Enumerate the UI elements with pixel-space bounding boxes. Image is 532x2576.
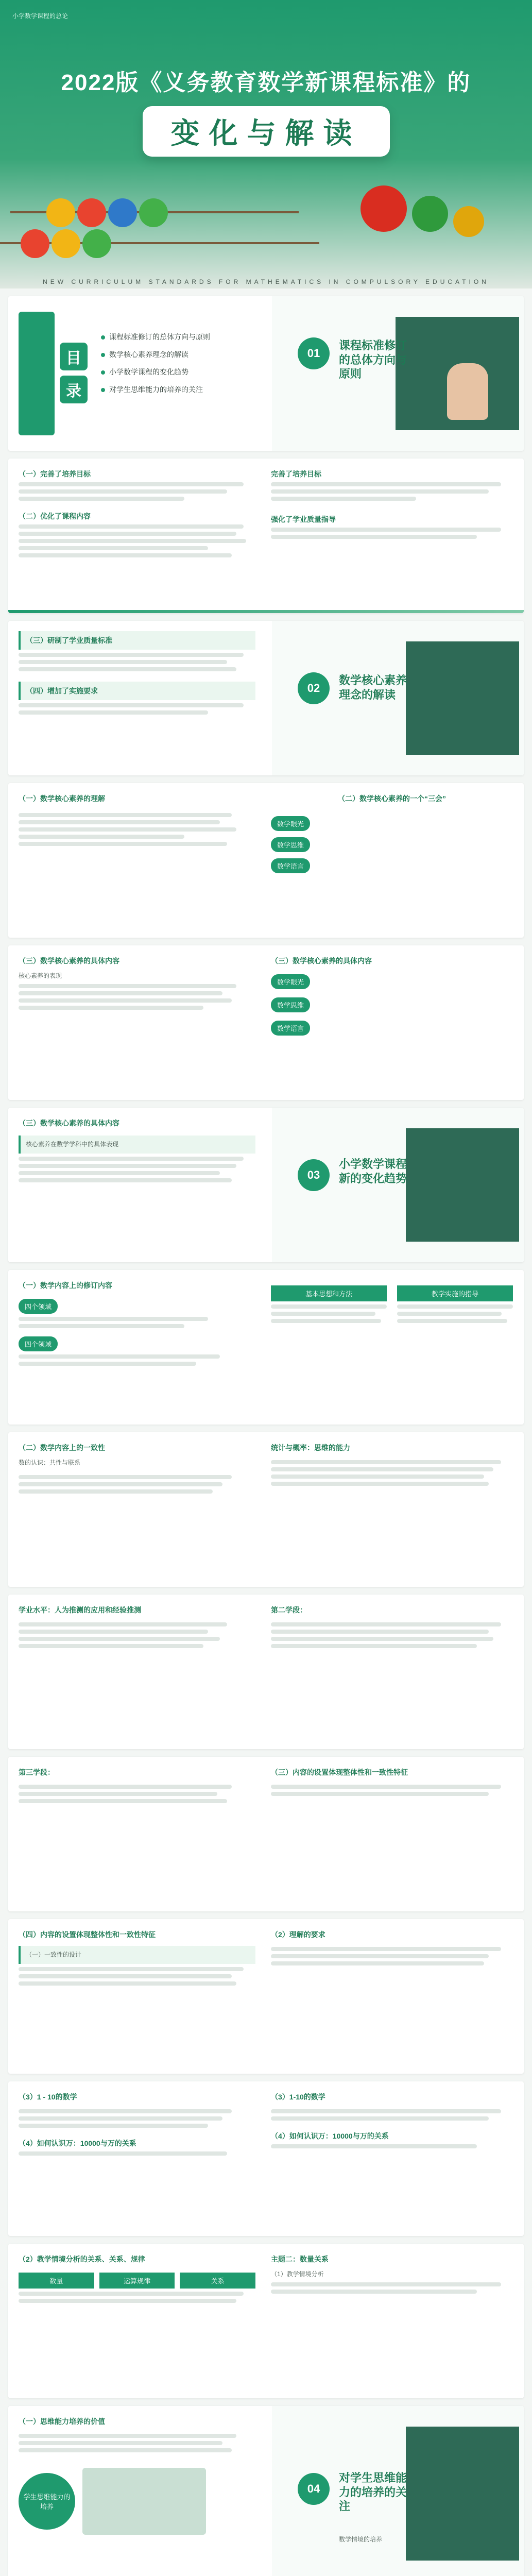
panel bbox=[19, 1136, 255, 1154]
toc-item-1[interactable] bbox=[101, 332, 255, 342]
toc-item-label: 对学生思维能力的培养的关注 bbox=[109, 385, 203, 394]
abacus-bead bbox=[453, 206, 484, 237]
slide-heading: （4）如何认识万：10000与万的关系 bbox=[19, 2139, 136, 2147]
slide-left-col bbox=[19, 793, 255, 849]
panel bbox=[19, 1946, 255, 1964]
slide-heading: 第三学段： bbox=[19, 1768, 55, 1776]
panel bbox=[19, 682, 255, 700]
section-number-badge bbox=[298, 2473, 330, 2505]
section-title: 数学核心素养理念的解读 bbox=[339, 674, 407, 701]
slide-left-col bbox=[19, 1443, 255, 1497]
slide-left-col bbox=[19, 631, 255, 718]
slide-heading: （二）数学内容上的一致性 bbox=[19, 1444, 105, 1452]
section-title: 课程标准修订的总体方向与原则 bbox=[339, 339, 407, 380]
slide-heading: （3）1-10的数学 bbox=[271, 2093, 325, 2101]
section-number-badge bbox=[298, 337, 330, 369]
toc-title-char: 录 bbox=[66, 383, 81, 400]
toc-item-label: 小学数学课程的变化趋势 bbox=[109, 368, 188, 376]
toc-side-bar bbox=[19, 312, 55, 435]
slide-subheading: 数的认识：共性与联系 bbox=[19, 1459, 81, 1466]
slide-heading: （一）思维能力培养的价值 bbox=[19, 2417, 105, 2426]
thinking-circle: 学生思维能力的培养 bbox=[19, 2473, 75, 2530]
pill-label: 数学语言 bbox=[271, 858, 310, 873]
hero-top-label: 小学数学课程的总论 bbox=[12, 12, 68, 20]
toc-item-label: 课程标准修订的总体方向与原则 bbox=[109, 333, 210, 341]
abacus-bead bbox=[52, 229, 80, 258]
slide-goals bbox=[8, 459, 524, 613]
section-number: 03 bbox=[307, 1168, 320, 1181]
three-items bbox=[271, 816, 513, 873]
section-note: 数学情境的培养 bbox=[339, 2536, 383, 2543]
toc-list bbox=[101, 325, 255, 402]
slide-left-col bbox=[19, 2416, 255, 2535]
slide-right-col bbox=[271, 2254, 513, 2297]
table-header: 基本思想和方法 bbox=[271, 1285, 387, 1301]
hero-badge bbox=[143, 106, 390, 157]
section-1-cover bbox=[272, 296, 524, 451]
pill-label: 四个领域 bbox=[19, 1299, 58, 1314]
slide-quantity bbox=[8, 2244, 524, 2398]
slide-heading: （三）数学核心素养的具体内容 bbox=[19, 1119, 119, 1127]
table-header: 运算规律 bbox=[99, 2273, 175, 2289]
toc-item-4[interactable] bbox=[101, 384, 255, 395]
hero-banner bbox=[0, 0, 532, 289]
abacus-image bbox=[0, 175, 532, 278]
slide-left-col bbox=[19, 1605, 255, 1651]
slide-right-col bbox=[271, 1443, 513, 1489]
toc-badge-2 bbox=[60, 376, 88, 403]
slide-left-col bbox=[19, 1767, 255, 1806]
blackboard-image bbox=[406, 2427, 519, 2561]
pill-label: 数学思维 bbox=[271, 837, 310, 852]
slide-heading: 统计与概率：思维的能力 bbox=[271, 1444, 350, 1452]
slide-subheading: （1）教学情境分析 bbox=[271, 2270, 324, 2278]
slide-left-col bbox=[19, 2254, 255, 2306]
hero-title: 2022版《义务教育数学新课程标准》的 bbox=[61, 70, 471, 95]
hero-badge-text: 变化与解读 bbox=[170, 117, 362, 149]
panel bbox=[19, 631, 255, 650]
slide-overall-design bbox=[8, 1919, 524, 2074]
blackboard-image bbox=[406, 1128, 519, 1242]
slide-quality bbox=[8, 621, 524, 775]
toc-item-label: 数学核心素养理念的解读 bbox=[109, 350, 188, 359]
table-header-row bbox=[19, 2273, 255, 2289]
section-number: 04 bbox=[307, 2482, 320, 2495]
slide-right-col bbox=[271, 1605, 513, 1651]
slide-right-col bbox=[271, 956, 513, 1044]
slide-left-col bbox=[19, 469, 255, 561]
slide-left-col bbox=[19, 1280, 255, 1369]
slide-heading: （二）优化了课程内容 bbox=[19, 512, 91, 520]
slide-heading: （三）研制了学业质量标准 bbox=[26, 636, 112, 645]
slide-core-detail bbox=[8, 1108, 524, 1262]
slide-left-col bbox=[19, 956, 255, 1013]
abacus-bead bbox=[46, 198, 75, 227]
slide-heading: （三）数学核心素养的具体内容 bbox=[19, 957, 119, 965]
section-number: 02 bbox=[307, 682, 320, 694]
hand-image bbox=[447, 363, 488, 420]
slide-heading: （一）数学核心素养的理解 bbox=[19, 794, 105, 803]
blackboard-image bbox=[406, 641, 519, 755]
slide-stages bbox=[8, 1595, 524, 1749]
pill-label: 数学眼光 bbox=[271, 974, 310, 989]
slide-left-col bbox=[19, 1929, 255, 1989]
slide-core-literacy bbox=[8, 783, 524, 938]
slide-heading: （四）增加了实施要求 bbox=[26, 687, 98, 695]
table-header: 教学实施的指导 bbox=[397, 1285, 513, 1301]
slide-right-col bbox=[271, 793, 513, 879]
section-number: 01 bbox=[307, 347, 320, 360]
slide-heading: （三）内容的设置体现整体性和一致性特征 bbox=[271, 1768, 408, 1776]
toc-item-3[interactable] bbox=[101, 367, 255, 377]
slide-consistency bbox=[8, 1432, 524, 1587]
slide-heading: （一）数学内容上的修订内容 bbox=[19, 1281, 112, 1290]
toc-badge-1 bbox=[60, 343, 88, 370]
section-3-cover bbox=[272, 1108, 524, 1262]
slide-heading: （一）完善了培养目标 bbox=[19, 470, 91, 478]
slide-core-content bbox=[8, 945, 524, 1100]
abacus-bead bbox=[21, 229, 49, 258]
pill-label: 数学眼光 bbox=[271, 816, 310, 831]
pill-label: 数学语言 bbox=[271, 1021, 310, 1036]
slide-heading: 强化了学业质量指导 bbox=[271, 515, 336, 523]
abacus-bead bbox=[361, 185, 407, 232]
thinking-row bbox=[19, 2468, 255, 2535]
section-number-badge bbox=[298, 1159, 330, 1191]
abacus-bead bbox=[82, 229, 111, 258]
toc-title-char: 目 bbox=[66, 350, 81, 367]
slide-left-col bbox=[19, 1118, 255, 1185]
slide-subheading: 核心素养的表现 bbox=[19, 972, 62, 979]
slide-content-revision bbox=[8, 1270, 524, 1425]
section-title: 小学数学课程新的变化趋势 bbox=[339, 1158, 407, 1185]
section-4-cover bbox=[272, 2406, 524, 2576]
pill-label: 四个领域 bbox=[19, 1336, 58, 1351]
section-2-cover bbox=[272, 621, 524, 775]
slide-heading: （2）教学情境分析的关系、关系、规律 bbox=[19, 2255, 145, 2263]
slide-heading: 完善了培养目标 bbox=[271, 470, 321, 478]
table-column bbox=[397, 1285, 513, 1326]
abacus-bead bbox=[412, 196, 448, 232]
slide-heading: （三）数学核心素养的具体内容 bbox=[271, 957, 372, 965]
toc-item-2[interactable] bbox=[101, 349, 255, 360]
slide-heading: （3）1 - 10的数学 bbox=[19, 2093, 77, 2101]
hero-en-subtitle: NEW CURRICULUM STANDARDS FOR MATHEMATICS IN COMPULSORY EDUCATION bbox=[43, 278, 489, 285]
slide-thinking bbox=[8, 2406, 524, 2576]
slide-heading: （2）理解的要求 bbox=[271, 1930, 325, 1939]
slide-heading: 第二学段： bbox=[271, 1606, 307, 1614]
pill-label: 数学思维 bbox=[271, 997, 310, 1012]
panel-label: （一）一致性的设计 bbox=[26, 1951, 82, 1958]
slide-heading: （四）内容的设置体现整体性和一致性特征 bbox=[19, 1930, 156, 1939]
slide-stage-three bbox=[8, 1757, 524, 1911]
section-title: 对学生思维能力的培养的关注 bbox=[339, 2471, 407, 2513]
slide-heading: （二）数学核心素养的一个“三会” bbox=[338, 794, 446, 803]
slide-right-col bbox=[271, 469, 513, 542]
panel-label: 核心素养在数学学科中的具体表现 bbox=[26, 1141, 119, 1148]
toc-slide bbox=[8, 296, 524, 451]
slide-right-col bbox=[271, 1767, 513, 1799]
slide-heading: 主题二：数量关系 bbox=[271, 2255, 329, 2263]
table-column bbox=[271, 1285, 387, 1326]
slide-left-col bbox=[19, 2092, 255, 2159]
playground-image bbox=[82, 2468, 206, 2535]
slide-number-1-10 bbox=[8, 2081, 524, 2236]
table-header: 数量 bbox=[19, 2273, 94, 2289]
section-number-badge bbox=[298, 672, 330, 704]
slide-right-col bbox=[271, 1929, 513, 1969]
abacus-bead bbox=[77, 198, 106, 227]
table-header: 关系 bbox=[180, 2273, 255, 2289]
slide-heading: （4）如何认识万：10000与万的关系 bbox=[271, 2132, 389, 2140]
two-column-table bbox=[271, 1285, 513, 1326]
slide-heading: 学业水平：人为推测的应用和经验推测 bbox=[19, 1606, 141, 1614]
slide-right-col bbox=[271, 2092, 513, 2151]
abacus-bead bbox=[108, 198, 137, 227]
abacus-bead bbox=[139, 198, 168, 227]
